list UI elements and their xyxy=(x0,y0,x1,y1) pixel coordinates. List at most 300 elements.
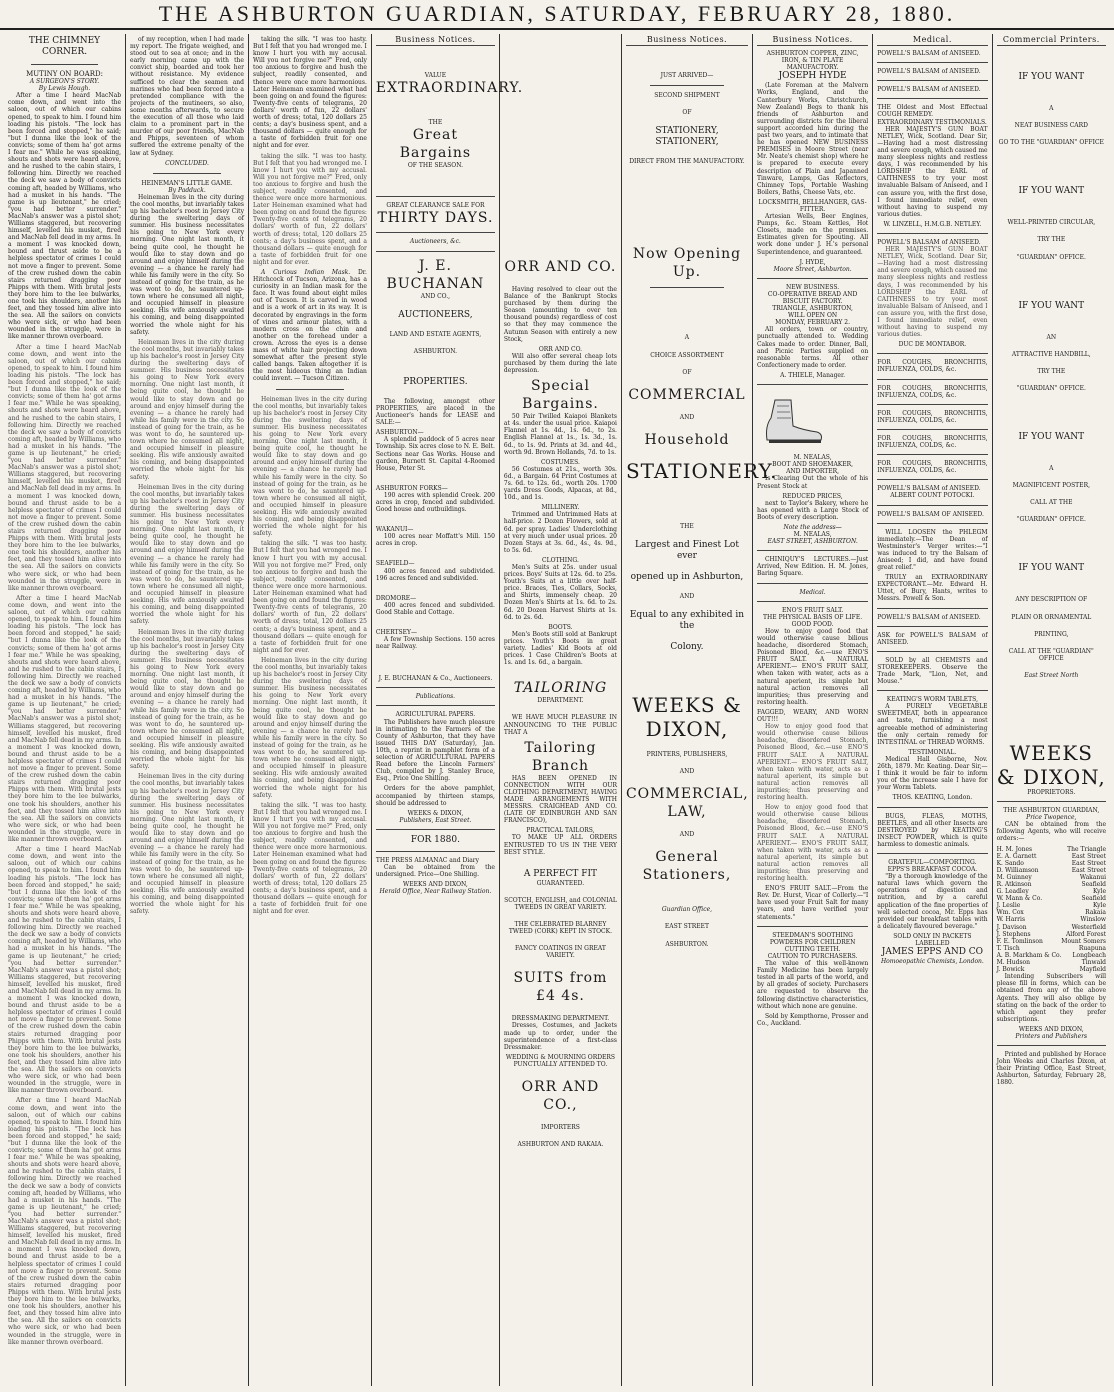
caution-heading: CAUTION TO PURCHASERS. xyxy=(767,952,858,960)
direct-label: DIRECT FROM THE MANUFACTORY. xyxy=(629,158,745,166)
agent-row xyxy=(997,888,1106,895)
properties-body: The following, amongst other PROPERTIES, are placed in the Auctioneer's hands for LEASE and SALE:— xyxy=(375,397,495,427)
ashburton-label: ASHBURTON— xyxy=(375,429,424,437)
tailoring-heading: TAILORING xyxy=(513,680,608,697)
agents-intro: CAN be obtained from the following Agents, who will receive orders:— xyxy=(996,821,1107,843)
steedman-body: The value of this well-known Family Medicine has been largely tested in all parts of the world, and by all grades of society. Purchasers are requested to observe the following distinctive characteristics, without which none are genuine. xyxy=(756,960,869,1010)
boots-body: Men's Boots still sold at Bankrupt prices. Youth's Boots in great variety. Ladies' Kid Boots at old prices. 1 Case Children's Boots at 1s. and 1s. 6d., a bargain. xyxy=(503,630,617,667)
column-chimney-corner xyxy=(4,34,126,1386)
almanac-title: THE PRESS ALMANAC and Diary xyxy=(375,856,480,864)
heineman-more-4: taking the silk. "I was too hasty. But I felt that you had wronged me. I know I hurt you with my accusal. Will you not forgive me?" Fred, only too anxious to forgive and hush the subject, readily consented, and thence were once more harmonious. Later Heineman examined what had been going on and found the figures: Twenty-five cents of telegrams, 20 dollars' worth of fun, 22 dollars' worth of dress; total, 120 dollars 25 cents; a day's business spent, and a thousand dollars — quite enough for a taste of forbidden fruit for one night and for ever. xyxy=(252,801,367,916)
note-address: Note the address— xyxy=(783,523,842,531)
buchanan-and-co: AND CO., xyxy=(420,292,451,300)
nealas-body-2: next to Taylor's Bakery, where he has opened with a Large Stock of Boots of every description. xyxy=(756,499,869,521)
grateful-heading: GRATEFUL—COMFORTING. xyxy=(888,858,977,866)
nealas-body: Is Clearing Out the whole of his Present Stock at xyxy=(756,475,869,490)
concluded-label: CONCLUDED. xyxy=(165,159,209,167)
agent-place: Longbeach xyxy=(1072,951,1107,959)
tailoring-body-3: TO MAKE UP ALL ORDERS ENTRUSTED TO US IN THE VERY BEST STYLE. xyxy=(503,834,617,856)
phlegm-body: WILL LOOSEN the PHLEGM immediately.—The Dean of Westminster's Verger writes:—"I was induced to try the Balsam of Aniseed; I did, and have found great relief." xyxy=(877,528,988,572)
agent-row xyxy=(997,881,1106,888)
clothing-heading: CLOTHING. xyxy=(542,556,579,564)
column-stationery xyxy=(622,34,778,1386)
agent-place: Mayfield xyxy=(1079,966,1107,974)
guardian-office: Guardian Office, xyxy=(661,906,713,914)
and-label-2: AND xyxy=(679,592,695,600)
agent-place: East Street xyxy=(1071,859,1107,867)
buchanan-signature: J. E. BUCHANAN & Co., Auctioneers. xyxy=(378,675,493,683)
medical-head: Medical. xyxy=(799,588,826,596)
section-title: THE CHIMNEY CORNER. xyxy=(28,36,101,57)
tailoring-body: WE HAVE MUCH PLEASURE IN ANNOUNCING TO THE PUBLIC THAT A xyxy=(503,714,617,736)
tailoring-body-2: HAS BEEN OPENED IN CONNECTION WITH OUR CLOTHING DEPARTMENT, HAVING MADE ARRANGEMENTS WITH MESSRS. CRAIGHEAD AND CO. (LATE OF EDINBURGH AND SAN FRANCISCO), xyxy=(503,774,617,825)
curious-mask: A Curious Indian Mask. Dr. Hitchcock of Tucson, Arizona, has a curiosity in an Indian mask for the face. It was found about eight miles out of Tucson. It is carved in wood and is a work of art in its way. It is decorated by engravings in the form of vines and armour plates, with a modern cross on the chin and another on the forehead under a crown. Across the eyes is a dense mass of white hair projecting down somewhat after the present style called bangs. Taken altogether it is the most hideous thing an Indian could invent. — Tucson Citizen. xyxy=(252,269,367,383)
agent-place: East Street xyxy=(1071,866,1107,874)
equal-label: Equal to any exhibited in the xyxy=(629,610,745,632)
agri-body: The Publishers have much pleasure in intimating to the Farmers of the County of Ashburton, that they have issued THIS DAY (Saturday), Jan. 10th, a reprint in pamphlet form of a selection of AGRICULTURAL PAPERS Read before the Lincoln Farmers' Club, compiled by J. Stanley Bruce, Esq., Price One Shilling. xyxy=(375,718,495,783)
buchanan-town: ASHBURTON. xyxy=(413,347,458,355)
testimonial-body: HER MAJESTY'S GUN BOAT NETLEY, Wick, Scotland. Dear Sir,—Having had a most distressing and severe cough, which caused me many sleepless nights and restless days, I was recommended by his LORDSHIP the EARL of CAITHNESS to try your most invaluable Balsam of Aniseed, and I can assure you, with the first dose, I found immediate relief, even without having to suspend my various duties. xyxy=(877,125,988,218)
column-auctioneers xyxy=(372,34,524,1386)
agents-list xyxy=(997,846,1106,974)
duc-signature: DUC DE MONTABOR. xyxy=(898,341,967,349)
heineman-more-3: Heineman lives in the city during the cool months, but invariably takes up his bachelor's roost in Jersey City during the sweltering days of summer. His business necessitates his going to New York every morning. One night last month, it being quite cool, he thought he would like to stay down and go around and enjoy himself during the evening — a chance he rarely had while his family were in the city. So instead of going for the train, as he was wont to do, he sauntered up-town where he consumed all night, and occupied himself in pleasure seeking. His wife anxiously awaited his coming, and being disappointed worried the whole night for his safety. xyxy=(252,656,367,799)
copper-heading: ASHBURTON COPPER, ZINC, IRON, & TIN PLATE MANUFACTORY. xyxy=(766,50,859,72)
special-bargains-heading: Special Bargains. xyxy=(522,378,599,413)
seafield-body: 400 acres fenced and subdivided. 196 acres fenced and subdivided. xyxy=(375,567,495,582)
agent-name: T. Tisch xyxy=(996,944,1020,952)
coughs-ad-5: FOR COUGHS, BRONCHITIS, INFLUENZA, COLDS, &c. xyxy=(877,460,988,475)
agent-place: Seafield xyxy=(1081,895,1107,903)
agent-place: The Triangle xyxy=(1067,845,1107,853)
orr-final-heading: ORR AND CO., xyxy=(521,1079,600,1114)
nealas-signature: M. NEALAS, xyxy=(793,531,832,539)
properties-heading: PROPERTIES. xyxy=(403,376,468,387)
powell-ad-4: POWELL'S BALSAM of ANISEED. xyxy=(877,238,981,246)
millinery-body: Trimmed and Untrimmed Hats at half-price. 2 Dozen Flowers, sold at 6d. per spray. Ladies' Underclothing at very much under usual prices. 20 Dozen Stays at 3s. 6d., 4s., 4s. 9d., to 5s. 6d. xyxy=(503,511,617,554)
subscribers-note: Intending Subscribers will please fill in forms, which can be obtained from any of the above Agents. They will also oblige by stating on the back of the order to which agent they prefer subscriptions. xyxy=(996,973,1107,1023)
boot-icon xyxy=(757,396,827,446)
the-label: THE xyxy=(428,119,443,127)
seafield-label: SEAFIELD— xyxy=(375,560,415,568)
coop-body: All orders, town or country, punctually attended to. Wedding Cakes made to order. Dinner, Ball, and Picnic Parties supplied on reasonable terms. All other Confectionery made to order. xyxy=(756,326,869,369)
heineman-body-3: Heineman lives in the city during the cool months, but invariably takes up his bachelor's roost in Jersey City during the sweltering days of summer. His business necessitates his going to New York every morning. One night last month, it being quite cool, he thought he would like to stay down and go around and enjoy himself during the evening — a chance he rarely had while his family were in the city. So instead of going for the train, as he was wont to do, he sauntered up-town where he consumed all night, and occupied himself in pleasure seeking. His wife anxiously awaited his coming, and being disappointed worried the whole night for his safety. xyxy=(130,483,244,626)
agent-name: K. Sando xyxy=(996,859,1024,867)
weeks-dixon-sig: WEEKS & DIXON, xyxy=(407,809,464,817)
steedman-heading: STEEDMAN'S SOOTHING POWDERS FOR CHILDREN CUTTING TEETH. xyxy=(769,931,856,953)
almanac-address: Herald Office, Near Railway Station. xyxy=(379,888,492,896)
tailoring-branch-heading: Tailoring Branch xyxy=(524,739,597,774)
if-you-want-3: IF YOU WANT xyxy=(1018,300,1085,311)
agent-place: Tinwald xyxy=(1081,959,1107,967)
column-medical xyxy=(873,34,992,1386)
orr-body: Having resolved to clear out the Balance of the Bankrupt Stocks purchased by them during the Season (amounting to over ten thousand pounds) regardless of cost so that they may commence the Autumn Season with entirely a new Stock, xyxy=(503,286,617,343)
agent-name: J. Bowick xyxy=(996,966,1025,974)
buchanan-name: J. E. BUCHANAN xyxy=(386,257,485,292)
agri-orders: Orders for the above pamphlet, accompanied by thirteen stamps, should be addressed to xyxy=(375,785,495,807)
value-label: VALUE xyxy=(424,72,447,80)
plain-ornamental: PLAIN OR ORNAMENTAL xyxy=(1011,613,1092,621)
fancy-coatings: FANCY COATINGS IN GREAT VARIETY. xyxy=(515,945,606,960)
story-body: After a time I heard MacNab come down, and went into the saloon, out of which our cabins opened, to speak to him. I found him loading his pistols. "The lock has been forced and stopped," he said; "but I dunna like the look of the convicts; some of them ha' got arms I fear me." While he was speaking, shouts and shots were heard above, and he rushed to the cabin stairs, I following him. Directly we reached the deck we saw a body of convicts coming aft, headed by Williams, who had a musket in his hands. "The game is up lieutenant," he cried; "you had better surrender." MacNab's answer was a pistol shot; Williams staggered, but recovering himself, levelled his musket, fired and MacNab fell dead in my arms. In a moment I was knocked down, bound and thrust aside to be a helpless spectator of crimes I could not move a finger to prevent. Some of the crew rushed down the cabin stairs returned dragging poor Phipps with them. With brutal jests they bore him to the lee bulwarks, one took his shoulders, another his feet, and they tossed him alive into the sea. All the sailors on convicts who were sick, or who had been wounded in the struggle, were in like manner thrown overboard. xyxy=(8,92,122,341)
testimonial-body-2: HER MAJESTY'S GUN BOAT NETLEY, Wick, Scotland. Dear Sir,—Having had a most distressing and severe cough, which caused me many sleepless nights and restless days, I was recommended by his LORDSHIP the EARL of CAITHNESS to try your most invaluable Balsam of Aniseed, and I can assure you, with the first dose, I found immediate relief, even without having to suspend my various duties. xyxy=(877,246,988,339)
try-the-2: TRY THE xyxy=(1037,367,1066,375)
powell-ad-2: POWELL'S BALSAM of ANISEED. xyxy=(877,68,981,76)
wakanui-label: WAKANUI— xyxy=(375,526,414,534)
largest-lot: Largest and Finest Lot ever xyxy=(634,539,739,561)
an-label: AN xyxy=(1046,333,1057,341)
agri-papers-heading: AGRICULTURAL PAPERS. xyxy=(395,711,476,719)
story-body-cont: After a time I heard MacNab come down, and went into the saloon, out of which our cabins opened, to speak to him. I found him loading his pistols. "The lock has been forced and stopped," he said; "but I dunna like the look of the convicts; some of them ha' got arms I fear me." While he was speaking, shouts and shots were heard above, and he rushed to the cabin stairs, I following him. Directly we reached the deck we saw a body of convicts coming aft, headed by Williams, who had a musket in his hands. "The game is up lieutenant," he cried; "you had better surrender." MacNab's answer was a pistol shot; Williams staggered, but recovering himself, levelled his musket, fired and MacNab fell dead in my arms. In a moment I was knocked down, bound and thrust aside to be a helpless spectator of crimes I could not move a finger to prevent. Some of the crew rushed down the cabin stairs returned dragging poor Phipps with them. With brutal jests they bore him to the lee bulwarks, one took his shoulders, another his feet, and they tossed him alive into the sea. All the sailors on convicts who were sick, or who had been wounded in the struggle, were in like manner thrown overboard. xyxy=(8,343,122,592)
column-orr-and-co xyxy=(500,34,622,1386)
guaranteed: GUARANTEED. xyxy=(536,879,585,887)
reduced-prices: REDUCED PRICES, xyxy=(782,492,843,500)
importers-label: IMPORTERS xyxy=(540,1124,580,1132)
clearance-label: GREAT CLEARANCE SALE FOR xyxy=(386,202,485,210)
imprint: Printed and published by Horace John Weeks and Charles Dixon, at their Printing Office, East Street, Ashburton, Saturday, February 28, 1880. xyxy=(996,1051,1107,1087)
heineman-more-2: taking the silk. "I was too hasty. But I felt that you had wronged me. I know I hurt you with my accusal. Will you not forgive me?" Fred, only too anxious to forgive and hush the subject, readily consented, and thence were once more harmonious. Later Heineman examined what had been going on and found the figures: Twenty-five cents of telegrams, 20 dollars' worth of fun, 22 dollars' worth of dress; total, 120 dollars 25 cents; a day's business spent, and a thousand dollars — quite enough for a taste of forbidden fruit for one night and for ever. xyxy=(252,540,367,654)
bootmaker-label: BOOT AND SHOEMAKER, xyxy=(772,461,854,469)
story-body-cont-2: After a time I heard MacNab come down, and went into the saloon, out of which our cabins opened, to speak to him. I found him loading his pistols. "The lock has been forced and stopped," he said; "but I dunna like the look of the convicts; some of them ha' got arms I fear me." While he was speaking, shouts and shots were heard above, and he rushed to the cabin stairs, I following him. Directly we reached the deck we saw a body of convicts coming aft, headed by Williams, who had a musket in his hands. "The game is up lieutenant," he cried; "you had better surrender." MacNab's answer was a pistol shot; Williams staggered, but recovering himself, levelled his musket, fired and MacNab fell dead in my arms. In a moment I was knocked down, bound and thrust aside to be a helpless spectator of crimes I could not move a finger to prevent. Some of the crew rushed down the cabin stairs returned dragging poor Phipps with them. With brutal jests they bore him to the lee bulwarks, one took his shoulders, another his feet, and they tossed him alive into the sea. All the sailors on convicts who were sick, or who had been wounded in the struggle, were in like manner thrown overboard. xyxy=(8,594,122,844)
orr-body-2: Will also offer several cheap lots purchased by them during the late depression. xyxy=(503,352,617,375)
forks-body: 190 acres with splendid Creek. 200 acres in crop, fenced and subdivided. Good house and outbuildings. xyxy=(375,491,495,514)
of-season: OF THE SEASON. xyxy=(407,162,463,170)
ashburton-rakaia: ASHBURTON AND RAKAIA. xyxy=(517,1141,604,1149)
column-head: Business Notices. xyxy=(376,36,495,46)
masthead-title: THE ASHBURTON GUARDIAN, SATURDAY, FEBRUARY 28, 1880. xyxy=(158,1,956,26)
proprietors-signature: WEEKS AND DIXON, xyxy=(1018,1025,1084,1033)
locksmith-heading: LOCKSMITH, BELLHANGER, GAS-FITTER. xyxy=(758,198,867,213)
chertsey-label: CHERTSEY— xyxy=(375,629,417,636)
testimonial-heading: TESTIMONIAL. xyxy=(908,748,957,756)
printing-label: PRINTING, xyxy=(1034,630,1069,638)
agent-row xyxy=(997,895,1106,902)
tailoring-department: DEPARTMENT. xyxy=(537,697,584,705)
agent-place: Mount Somers xyxy=(1061,937,1107,945)
new-business: NEW BUSINESS. xyxy=(786,283,840,291)
triangle-label: TRIANGLE, ASHBURTON, xyxy=(772,305,853,313)
agent-row xyxy=(997,853,1106,860)
weeks-dixon-heading: WEEKS & DIXON, xyxy=(996,740,1106,789)
truly-body: TRULY an EXTRAORDINARY EXPECTORANT.—Mr. Edward H. Uttet, of Bury, Hants, writes to Messrs. Powell & Son. xyxy=(877,574,988,603)
east-street-north: East Street North xyxy=(1024,671,1079,679)
epps-address: Homoeopathic Chemists, London. xyxy=(880,958,984,966)
of-label: OF xyxy=(682,109,692,117)
guardian-office-1: "GUARDIAN" OFFICE. xyxy=(1016,253,1086,261)
millinery-heading: MILLINERY. xyxy=(541,504,580,512)
agent-row xyxy=(997,916,1106,923)
almanac-signature: WEEKS AND DIXON, xyxy=(403,881,468,889)
if-you-want-2: IF YOU WANT xyxy=(1018,186,1085,197)
keating-heading: KEATING'S WORM TABLETS, xyxy=(886,696,978,704)
agent-place: Wakanui xyxy=(1079,873,1107,881)
auctioneers-title: AUCTIONEERS, xyxy=(398,309,473,320)
general-stationers: General Stationers, xyxy=(642,849,732,884)
agent-row xyxy=(997,924,1106,931)
poster-label: MAGNIFICENT POSTER, xyxy=(1012,482,1090,490)
nealas-name: M. NEALAS, xyxy=(793,454,832,462)
agent-place: Kyle xyxy=(1093,902,1107,910)
agent-row xyxy=(997,938,1106,945)
practical-tailors: PRACTICAL TAILORS, xyxy=(526,827,595,835)
cough-remedy: THE Oldest and Most Effectual COUGH REMEDY. xyxy=(877,104,988,119)
agent-name: M. Hudson xyxy=(996,959,1031,967)
eno-body: How to enjoy good food that would otherwise cause bilious headache, disordered Stomach, Poisoned Blood, &c.—use ENO'S FRUIT SALT. A NATURAL APERIENT.— ENO'S FRUIT SALT, when taken with water, acts as a natural aperient, its simple but natural action removes all impurities; thus preserving and restoring health. xyxy=(756,627,869,706)
circular-label: WELL-PRINTED CIRCULAR, xyxy=(1007,219,1096,227)
heineman-byline: By Padduck. xyxy=(168,186,206,194)
special-body: 50 Pair Twilled Kaiapoi Blankets at 4s. under the usual price. Kaiapoi Flannel at 1s. 4d., 1s. 6d., to 2s. English Flannel at 1s., 1s. 3d., 1s. 6d., to 1s. 9d. Prints at 3d. and 4d., worth 9d. Brown Hollands, 7d. to 1s. xyxy=(503,413,617,456)
eno-sub: THE PHYSICAL BASIS OF LIFE. xyxy=(763,613,863,621)
if-you-want-4: IF YOU WANT xyxy=(1018,432,1085,443)
guardian-office-3: "GUARDIAN" OFFICE. xyxy=(1016,516,1086,524)
opened-up: opened up in Ashburton, xyxy=(630,571,744,582)
the-label: THE xyxy=(680,522,694,530)
perfect-fit: A PERFECT FIT xyxy=(523,868,598,879)
proprietors-signature-2: Printers and Publishers xyxy=(1015,1032,1088,1040)
column-hyde-nealas xyxy=(753,34,873,1386)
powell-ad-7: POWELL'S BALSAM of ANISEED. xyxy=(877,613,981,621)
agent-name: H. M. Jones xyxy=(996,845,1033,853)
now-opening: Now Opening Up. xyxy=(632,246,742,281)
keating-signature: THOS. KEATING, London. xyxy=(892,794,973,802)
locksmith-body: Artesian Wells, Beer Engines, Pumps, &c. Steam Kettles, Hot Closets, made on the premises. Estimates given for Spouting. All work done under J. H.'s personal Superintendence, and guaranteed. xyxy=(756,213,869,256)
if-you-want-5: IF YOU WANT xyxy=(1018,563,1085,574)
orr-heading: ORR AND CO. xyxy=(504,259,617,275)
agent-row xyxy=(997,867,1106,874)
almanac-body: Can be obtained from the undersigned. Price—One Shilling. xyxy=(375,863,495,879)
coughs-ad-2: FOR COUGHS, BRONCHITIS, INFLUENZA, COLDS, &c. xyxy=(877,384,988,399)
keating-testimonial: Medical Hall Gisborne, Nov. 26th, 1879. Mr. Keating. Dear Sir,—I think it would be fair to inform you of the increase sale I have for your Worm Tablets. xyxy=(877,755,988,792)
commercial-heading: COMMERCIAL xyxy=(628,386,746,403)
agent-row xyxy=(997,874,1106,881)
heineman-body-4: Heineman lives in the city during the cool months, but invariably takes up his bachelor's roost in Jersey City during the sweltering days of summer. His business necessitates his going to New York every morning. One night last month, it being quite cool, he thought he would like to stay down and go around and enjoy himself during the evening — a chance he rarely had while his family were in the city. So instead of going for the train, as he was wont to do, he sauntered up-town where he consumed all night, and occupied himself in pleasure seeking. His wife anxiously awaited his coming, and being disappointed worried the whole night for his safety. xyxy=(130,628,244,771)
east-street: EAST STREET xyxy=(664,923,710,931)
any-description: ANY DESCRIPTION OF xyxy=(1015,596,1088,604)
call-at-2: CALL AT THE "GUARDIAN" OFFICE xyxy=(1008,647,1094,662)
clothing-body: Men's Suits at 25s. under usual prices. Boys' Suits at 12s. 6d. to 25s. Youth's Suits at a little over half-price. Braces, Ties, Collars, Socks, and Shirts, immensely cheap. 20 Dozen Men's Shirts at 1s. 6d. to 2s. 6d. 20 Dozen Harvest Shirts at 1s. 6d. to 2s. 6d. xyxy=(503,564,617,621)
agent-row xyxy=(997,952,1106,959)
wedding-orders: WEDDING & MOURNING ORDERS PUNCTUALLY ATTENDED TO. xyxy=(505,1053,616,1068)
steedman-agents: Sold by Kempthorne, Prosser and Co., Auckland. xyxy=(756,1012,869,1027)
commercial-law: COMMERCIAL, LAW, xyxy=(625,786,749,821)
call-at-1: CALL AT THE xyxy=(1030,499,1073,507)
story-body-cont-4: After a time I heard MacNab come down, and went into the saloon, out of which our cabins opened, to speak to him. I found him loading his pistols. "The lock has been forced and stopped," he said; "but I dunna like the look of the convicts; some of them ha' got arms I fear me." While he was speaking, shouts and shots were heard above, and he rushed to the cabin stairs, I following him. Directly we reached the deck we saw a body of convicts coming aft, headed by Williams, who had a musket in his hands. "The game is up lieutenant," he cried; "you had better surrender." MacNab's answer was a pistol shot; Williams staggered, but recovering himself, levelled his musket, fired and MacNab fell dead in my arms. In a moment I was knocked down, bound and thrust aside to be a helpless spectator of crimes I could not move a finger to prevent. Some of the crew rushed down the cabin stairs returned dragging poor Phipps with them. With brutal jests they bore him to the lee bulwarks, one took his shoulders, another his feet, and they tossed him alive into the sea. All the sailors on convicts who were sick, or who had been wounded in the struggle, were in like manner thrown overboard. xyxy=(8,1097,122,1346)
column-head: Commercial Printers. xyxy=(997,36,1106,46)
coughs-ad-4: FOR COUGHS, BRONCHITIS, INFLUENZA, COLDS, &c. xyxy=(877,434,988,450)
agent-place: Rakaia xyxy=(1085,909,1107,917)
and-label-4: AND xyxy=(679,831,695,839)
powell-ad-1: POWELL'S BALSAM of ANISEED. xyxy=(877,50,981,58)
boots-heading: BOOTS. xyxy=(548,623,573,631)
masthead xyxy=(0,0,1114,30)
proprietors-label: PROPRIETORS. xyxy=(1027,788,1076,796)
tweeds: SCOTCH, ENGLISH, and COLONIAL TWEEDS IN GREAT VARIETY. xyxy=(504,896,617,911)
household-heading: Household xyxy=(644,431,730,448)
agent-row xyxy=(997,931,1106,938)
dressmaking-body: Dresses, Costumes, and Jackets made up to order, under the superintendence of a first-class Dressmaker. xyxy=(503,1022,617,1051)
story-byline: By Lewis Hough. xyxy=(38,85,91,93)
agent-row xyxy=(997,966,1106,973)
agent-name: G. Leadley xyxy=(996,888,1029,896)
fagged-heading: FAGGED, WEARY, AND WORN OUT!!! xyxy=(756,708,869,724)
go-to-guardian: GO TO THE "GUARDIAN" OFFICE xyxy=(998,139,1104,147)
hyde-name: JOSEPH HYDE xyxy=(778,71,847,82)
chertsey-body: A few Township Sections. 150 acres near Railway. xyxy=(375,636,495,651)
thirty-days-heading: THIRTY DAYS. xyxy=(377,210,494,227)
ask-for: ASK for POWELL'S BALSAM of ANISEED. xyxy=(877,631,988,646)
guardian-office-2: "GUARDIAN" OFFICE. xyxy=(1016,384,1086,392)
hyde-signature: J. HYDE, xyxy=(799,258,826,266)
paper-title: THE ASHBURTON GUARDIAN, xyxy=(1003,807,1100,815)
blarney: THE CELEBRATED BLARNEY TWEED (CORK) KEPT IN STOCK. xyxy=(508,921,612,936)
thiele-signature: A. THIELE, Manager. xyxy=(780,371,846,379)
wakanui-body: 100 acres near Moffatt's Mill. 150 acres in crop. xyxy=(375,533,495,548)
stationery-heading: STATIONERY. xyxy=(625,458,778,483)
auctioneers-head: Auctioneers, &c. xyxy=(410,238,461,246)
epps-heading: EPPS'S BREAKFAST COCOA. xyxy=(887,866,978,874)
stationery-stationery: STATIONERY, STATIONERY, xyxy=(655,126,719,148)
agent-row xyxy=(997,902,1106,909)
agent-place: Alford Forest xyxy=(1065,930,1107,938)
nealas-address: EAST STREET, ASHBURTON. xyxy=(767,538,858,546)
agent-place: Winslow xyxy=(1080,916,1107,924)
agent-row xyxy=(997,909,1106,916)
agent-name: J. Leslie xyxy=(996,902,1021,910)
suits-heading: SUITS from £4 4s. xyxy=(513,970,608,1005)
costumes-heading: COSTUMES. xyxy=(540,458,580,466)
story-end-body: of my reception, when I had made my report. The frigate weighed, and stood out to sea at once; and in the early morning came up with the convict ship, boarded and took her without resistance. My evidence sufficed to clear the seamen and marines who had been forced into a pretended compliance with the projects of the mutineers, so also, some months afterwards, to secure the execution of all those who laid claim to a prominent part in the murder of our poor friends, MacNab and Phipps, seventeen of whom suffered the extreme penalty of the law at Sydney. xyxy=(130,36,244,157)
a-label: A xyxy=(684,334,690,342)
agent-place: Westerfield xyxy=(1071,923,1107,931)
heineman-more: Heineman lives in the city during the cool months, but invariably takes up his bachelor's roost in Jersey City during the sweltering days of summer. His business necessitates his going to New York every morning. One night last month, it being quite cool, he thought he would like to stay down and go around and enjoy himself during the evening — a chance he rarely had while his family were in the city. So instead of going for the train, as he was wont to do, he sauntered up-town where he consumed all night, and occupied himself in pleasure seeking. His wife anxiously awaited his coming, and being disappointed worried the whole night for his safety. xyxy=(252,395,367,538)
of-label-2: OF xyxy=(682,368,692,376)
price-label: Price Twopence, xyxy=(1026,814,1077,822)
agent-name: Wm. Cox xyxy=(996,909,1024,917)
column-story-2 xyxy=(126,34,249,1386)
just-arrived: JUST ARRIVED— xyxy=(660,72,714,80)
extraordinary-heading: EXTRAORDINARY. xyxy=(375,80,524,97)
monday-label: MONDAY, FEBRUARY 2. xyxy=(775,319,850,327)
coop-heading: CO-OPERATIVE BREAD AND BISCUIT FACTORY. xyxy=(767,290,858,305)
and-label: AND xyxy=(679,413,695,421)
albert-signature: ALBERT COUNT POTOCKI. xyxy=(890,492,975,500)
heineman-body-5: Heineman lives in the city during the cool months, but invariably takes up his bachelor's roost in Jersey City during the sweltering days of summer. His business necessitates his going to New York every morning. One night last month, it being quite cool, he thought he would like to stay down and go around and enjoy himself during the evening — a chance he rarely had while his family were in the city. So instead of going for the train, as he was wont to do, he sauntered up-town where he consumed all night, and occupied himself in pleasure seeking. His wife anxiously awaited his coming, and being disappointed worried the whole night for his safety. xyxy=(130,773,244,916)
dressmaking-heading: DRESSMAKING DEPARTMENT. xyxy=(511,1015,610,1023)
costumes-body: 56 Costumes at 21s., worth 30s. 6d., a Bargain. 64 Print Costumes at 7s. 6d. to 12s. 6d., worth 20s. 1700 yards Dress Goods, Alpacas, at 8d., 10d., and 1s. xyxy=(503,465,617,502)
chiniquy-notice: CHINIQUY'S LECTURES.—Just Arrived, New Edition. H. M. Jones, Baring Square. xyxy=(756,556,869,578)
printers-label: PRINTERS, PUBLISHERS, xyxy=(646,751,728,759)
hyde-address: Moore Street, Ashburton. xyxy=(773,265,852,273)
neat-business-card: NEAT BUSINESS CARD xyxy=(1014,122,1088,130)
will-open: WILL OPEN ON xyxy=(788,312,838,320)
column-head: Business Notices. xyxy=(757,36,868,46)
bugs-body: BUGS, FLEAS, MOTHS, BEETLES, and all other Insects are DESTROYED by KEATING'S INSECT POWDER, which is quite harmless to domestic animals. xyxy=(877,812,988,848)
linzell-signature: W. LINZELL, H.M.G.B. NETLEY. xyxy=(883,220,982,228)
sold-by: SOLD by all CHEMISTS and STOREKEEPERS. Observe the Trade Mark, "Lion, Net, and Mouse." xyxy=(877,656,988,686)
and-label-3: AND xyxy=(679,768,695,776)
for-1880: FOR 1880. xyxy=(410,834,460,845)
column-head: Business Notices. xyxy=(626,36,748,46)
second-shipment: SECOND SHIPMENT xyxy=(654,92,720,100)
epps-signature: JAMES EPPS AND CO xyxy=(881,947,984,958)
column-commercial-printers xyxy=(993,34,1110,1386)
eno-testimonial: ENO'S FRUIT SALT.—From the Rev. Dr. Hurst, Vicar of Collerly.—"I have used your Fruit Salt for many years, and have verified your statements." xyxy=(756,885,869,921)
agent-name: A. B. Markham & Co. xyxy=(996,951,1062,959)
agent-name: R. Atkinson xyxy=(996,881,1032,888)
agent-row xyxy=(997,846,1106,853)
agent-name: J. Davison xyxy=(996,923,1027,931)
heineman-body: Heineman lives in the city during the cool months, but invariably takes up his bachelor's roost in Jersey City during the sweltering days of summer. His business necessitates his going to New York every morning. One night last month, it being quite cool, he thought he would like to stay down and go around and enjoy himself during the evening — a chance he rarely had while his family were in the city. So instead of going for the train, as he was wont to do, he sauntered up-town where he consumed all night, and occupied himself in pleasure seeking. His wife anxiously awaited his coming, and being disappointed worried the whole night for his safety. xyxy=(130,193,244,336)
agent-place: Seafield xyxy=(1081,881,1107,888)
agent-row xyxy=(997,945,1106,952)
agent-name: E. A. Garnett xyxy=(996,852,1037,860)
colony-label: Colony. xyxy=(670,642,704,653)
dromore-body: 400 acres fenced and subdivided. Good Stable and Cottage. xyxy=(375,601,495,616)
agent-name: M. Guinney xyxy=(996,873,1032,881)
hyde-body: (Late Foreman at the Malvern Works, England, and the Canterbury Works, Christchurch, New Zealand) Begs to thank his friends of Ashburton and surrounding districts for the liberal support accorded him during the past two years, and to intimate that he has opened NEW BUSINESS PREMISES in Moore Street (near Mr. Neate's chemist shop) where he is prepared to execute every description of Plain and Japanned Tinware, Lamps, Gas Reflectors, Chimney Tops, Portable Washing Boilers, Baths, Cheese Vats, etc. xyxy=(756,82,869,196)
page-columns xyxy=(4,34,1110,1386)
heineman-body-2: Heineman lives in the city during the cool months, but invariably takes up his bachelor's roost in Jersey City during the sweltering days of summer. His business necessitates his going to New York every morning. One night last month, it being quite cool, he thought he would like to stay down and go around and enjoy himself during the evening — a chance he rarely had while his family were in the city. So instead of going for the train, as he was wont to do, he sauntered up-town where he consumed all night, and occupied himself in pleasure seeking. His wife anxiously awaited his coming, and being disappointed worried the whole night for his safety. xyxy=(130,338,244,481)
extraordinary-testimonials: EXTRAORDINARY TESTIMONIALS. xyxy=(877,118,987,126)
powell-ad-3: POWELL'S BALSAM of ANISEED. xyxy=(877,86,981,94)
ashburton-body: A splendid paddock of 5 acres near Township. Six acres close to N. E. Belt. Sections near Gas Works. House and garden, Burnett St. Capital 4-Roomed House, Peter St. xyxy=(375,436,495,472)
agent-name: W. Mann & Co. xyxy=(996,895,1043,903)
agent-name: J. Stephens xyxy=(996,930,1031,938)
agent-place: Ruapuna xyxy=(1078,944,1107,952)
forks-label: ASHBURTON FORKS— xyxy=(375,484,448,492)
keating-body: A PURELY VEGETABLE SWEETMEAT, both in appearance and taste, furnishing a most agreeable method of administering the only certain remedy for INTESTINAL or THREAD WORMS. xyxy=(877,703,988,746)
if-you-want-1: IF YOU WANT xyxy=(1018,72,1085,83)
eno-body-3: How to enjoy good food that would otherwise cause bilious headache, disordered Stomach, Poisoned Blood, &c.—use ENO'S FRUIT SALT. A NATURAL APERIENT.— ENO'S FRUIT SALT, when taken with water, acts as a natural aperient, its simple but natural action removes all impurities; thus preserving and restoring health. xyxy=(756,804,869,883)
dromore-label: DROMORE— xyxy=(375,594,417,602)
powell-ad-5: POWELL'S BALSAM of ANISEED. xyxy=(877,485,981,493)
coughs-ad-3: FOR COUGHS, BRONCHITIS, INFLUENZA, COLDS, &c. xyxy=(877,409,988,424)
a-label-2: A xyxy=(1049,465,1054,473)
a-label-1: A xyxy=(1049,105,1054,113)
agent-name: D. Williamson xyxy=(996,866,1039,874)
agent-row xyxy=(997,860,1106,867)
eno-heading: ENO'S FRUIT SALT. xyxy=(781,606,844,614)
agent-name: W. Harris xyxy=(996,916,1026,924)
agent-row xyxy=(997,959,1106,966)
agent-place: Kyle xyxy=(1093,888,1107,896)
orr-co-name: ORR AND CO. xyxy=(538,345,583,353)
powell-ad-6: POWELL'S BALSAM OF ANISEED. xyxy=(877,510,984,518)
story-title: MUTINY ON BOARD: xyxy=(26,70,103,78)
heineman-title: HEINEMAN'S LITTLE GAME. xyxy=(141,179,233,187)
story-subtitle: A SURGEON'S STORY. xyxy=(29,78,100,86)
heineman-end-2: taking the silk. "I was too hasty. But I felt that you had wronged me. I know I hurt you with my accusal. Will you not forgive me?" Fred, only too anxious to forgive and hush the subject, readily consented, and thence were once more harmonious. Later Heineman examined what had been going on and found the figures: Twenty-five cents of telegrams, 20 dollars' worth of fun, 22 dollars' worth of dress; total, 120 dollars 25 cents; a day's business spent, and a thousand dollars — quite enough for a taste of forbidden fruit for one night and for ever. xyxy=(252,152,367,266)
weeks-dixon-heading: WEEKS & DIXON, xyxy=(632,693,742,742)
column-story-3 xyxy=(249,34,372,1386)
story-body-cont-3: After a time I heard MacNab come down, and went into the saloon, out of which our cabins opened, to speak to him. I found him loading his pistols. "The lock has been forced and stopped," he said; "but I dunna like the look of the convicts; some of them ha' got arms I fear me." While he was speaking, shouts and shots were heard above, and he rushed to the cabin stairs, I following him. Directly we reached the deck we saw a body of convicts coming aft, headed by Williams, who had a musket in his hands. "The game is up lieutenant," he cried; "you had better surrender." MacNab's answer was a pistol shot; Williams staggered, but recovering himself, levelled his musket, fired and MacNab fell dead in my arms. In a moment I was knocked down, bound and thrust aside to be a helpless spectator of crimes I could not move a finger to prevent. Some of the crew rushed down the cabin stairs returned dragging poor Phipps with them. With brutal jests they bore him to the lee bulwarks, one took his shoulders, another his feet, and they tossed him alive into the sea. All the sailors on convicts who were sick, or who had been wounded in the struggle, were in like manner thrown overboard. xyxy=(8,846,122,1095)
try-the-1: TRY THE xyxy=(1037,236,1066,244)
coughs-ad-1: FOR COUGHS, BRONCHITIS, INFLUENZA, COLDS, &c. xyxy=(877,359,988,374)
choice-assortment: CHOICE ASSORTMENT xyxy=(650,351,724,359)
agent-name: F. E. Tomlinson xyxy=(996,937,1043,945)
importer-label: AND IMPORTER, xyxy=(786,468,840,476)
heineman-end: taking the silk. "I was too hasty. But I felt that you had wronged me. I know I hurt you with my accusal. Will you not forgive me?" Fred, only too anxious to forgive and hush the subject, readily consented, and thence were once more harmonious. Later Heineman examined what had been going on and found the figures: Twenty-five cents of telegrams, 20 dollars' worth of fun, 22 dollars' worth of dress; total, 120 dollars 25 cents; a day's business spent, and a thousand dollars — quite enough for a taste of forbidden fruit for one night and for ever. xyxy=(252,36,367,150)
great-bargains-heading: Great Bargains xyxy=(399,127,472,162)
epps-body: "By a thorough knowledge of the natural laws which govern the operations of digestion and nutrition, and by a careful application of the fine properties of well selected cocoa, Mr. Epps has provided our breakfast tables with a delicately flavoured beverage." xyxy=(877,873,988,930)
epps-sold: SOLD ONLY IN PACKETS LABELLED xyxy=(893,932,972,947)
ashburton-label: ASHBURTON. xyxy=(665,940,709,948)
column-head: Medical. xyxy=(877,36,987,46)
land-agents: LAND AND ESTATE AGENTS, xyxy=(389,330,482,338)
handbill-label: ATTRACTIVE HANDBILL, xyxy=(1011,350,1091,358)
publishers-address: Publishers, East Street. xyxy=(399,816,472,824)
publications-head: Publications. xyxy=(415,693,456,701)
